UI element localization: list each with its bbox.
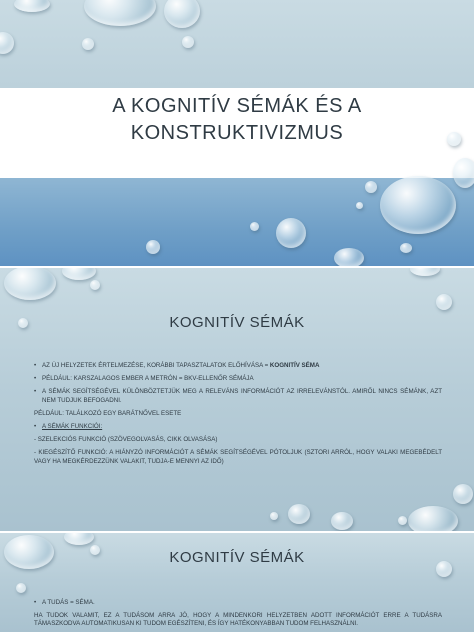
water-drop-decoration [365,181,377,193]
water-drop-decoration [331,512,353,530]
title-line-2: KONSTRUKTIVIZMUS [130,122,344,144]
list-item: • PÉLDÁUL: KARSZALAGOS EMBER A METRÓN = BKV-ELLENŐR SÉMÁJA [34,375,442,383]
water-drop-decoration [90,280,100,290]
water-drop-decoration [0,32,14,54]
list-item: • A SÉMÁK FUNKCIÓI: [34,423,442,431]
water-drop-decoration [164,0,200,28]
title-slide [0,0,474,266]
water-drop-decoration [16,583,26,593]
water-drop-decoration [410,268,440,276]
slide-heading: KOGNITÍV SÉMÁK [169,549,305,566]
water-drop-decoration [250,222,259,231]
water-drop-decoration [398,516,407,525]
slide-body [34,599,442,632]
water-drop-decoration [380,176,456,234]
title-line-1: A KOGNITÍV SÉMÁK ÉS A [112,95,362,117]
slide-title [0,93,474,147]
water-drop-decoration [453,158,474,188]
water-drop-decoration [82,38,94,50]
water-drop-decoration [270,512,278,520]
slide-body [34,362,442,471]
water-drop-decoration [62,268,96,280]
content-slide [0,268,474,531]
water-drop-decoration [276,218,306,248]
water-drop-decoration [182,36,194,48]
water-drop-decoration [400,243,412,253]
list-item: • A SÉMÁK SEGÍTSÉGÉVEL KÜLÖNBÖZTETJÜK MEG A RELEVÁNS INFORMÁCIÓT AZ IRRELEVÁNSTÓL. AMIRŐL NINCS SÉMÁNK, AZT NEM TUDJUK BEFOGADNI. [34,388,442,404]
water-drop-decoration [84,0,156,26]
water-drop-decoration [334,248,364,266]
water-drop-decoration [14,0,50,12]
water-drop-decoration [356,202,363,209]
water-drop-decoration [4,268,56,300]
water-drop-decoration [436,294,452,310]
water-drop-decoration [288,504,310,524]
water-drop-decoration [146,240,160,254]
water-drop-decoration [453,484,473,504]
list-item: - SZELEKCIÓS FUNKCIÓ (SZÖVEGOLVASÁS, CIKK OLVASÁSA) [34,436,218,444]
list-item: • AZ ÚJ HELYZETEK ÉRTELMEZÉSE, KORÁBBI TAPASZTALATOK ELŐHÍVÁSA = KOGNITÍV SÉMA [34,362,442,370]
list-item: • A TUDÁS = SÉMA. [34,599,442,607]
list-item: PÉLDÁUL: TALÁLKOZÓ EGY BARÁTNŐVEL ESETE [34,409,182,417]
list-item: - KIEGÉSZÍTŐ FUNKCIÓ: A HIÁNYZÓ INFORMÁCIÓT A SÉMÁK SEGÍTSÉGÉVEL PÓTOLJUK (SZTORI ARRÓL, HOGY VALAKI MEGEBÉDELT VAGY HA MEGKÉRDEZZÜNK VALAKIT, TUDJA-E MENNYI AZ IDŐ) [34,449,442,465]
water-drop-decoration [64,533,94,545]
list-item: HA TUDOK VALAMIT, EZ A TUDÁSOM ARRA JÓ, HOGY A MINDENKORI HELYZETBEN ADOTT INFORMÁCIÓT ERRE A TUDÁSRA TÁMASZKODVA AUTOMATIKUSAN KI TUDOM EGÉSZÍTENI, ÉS ÍGY HATÉKONYABBAN TUDOM FELHASZNÁLNI. [34,612,442,628]
content-slide [0,533,474,632]
water-drop-decoration [408,506,458,531]
slide-heading: KOGNITÍV SÉMÁK [169,314,305,331]
